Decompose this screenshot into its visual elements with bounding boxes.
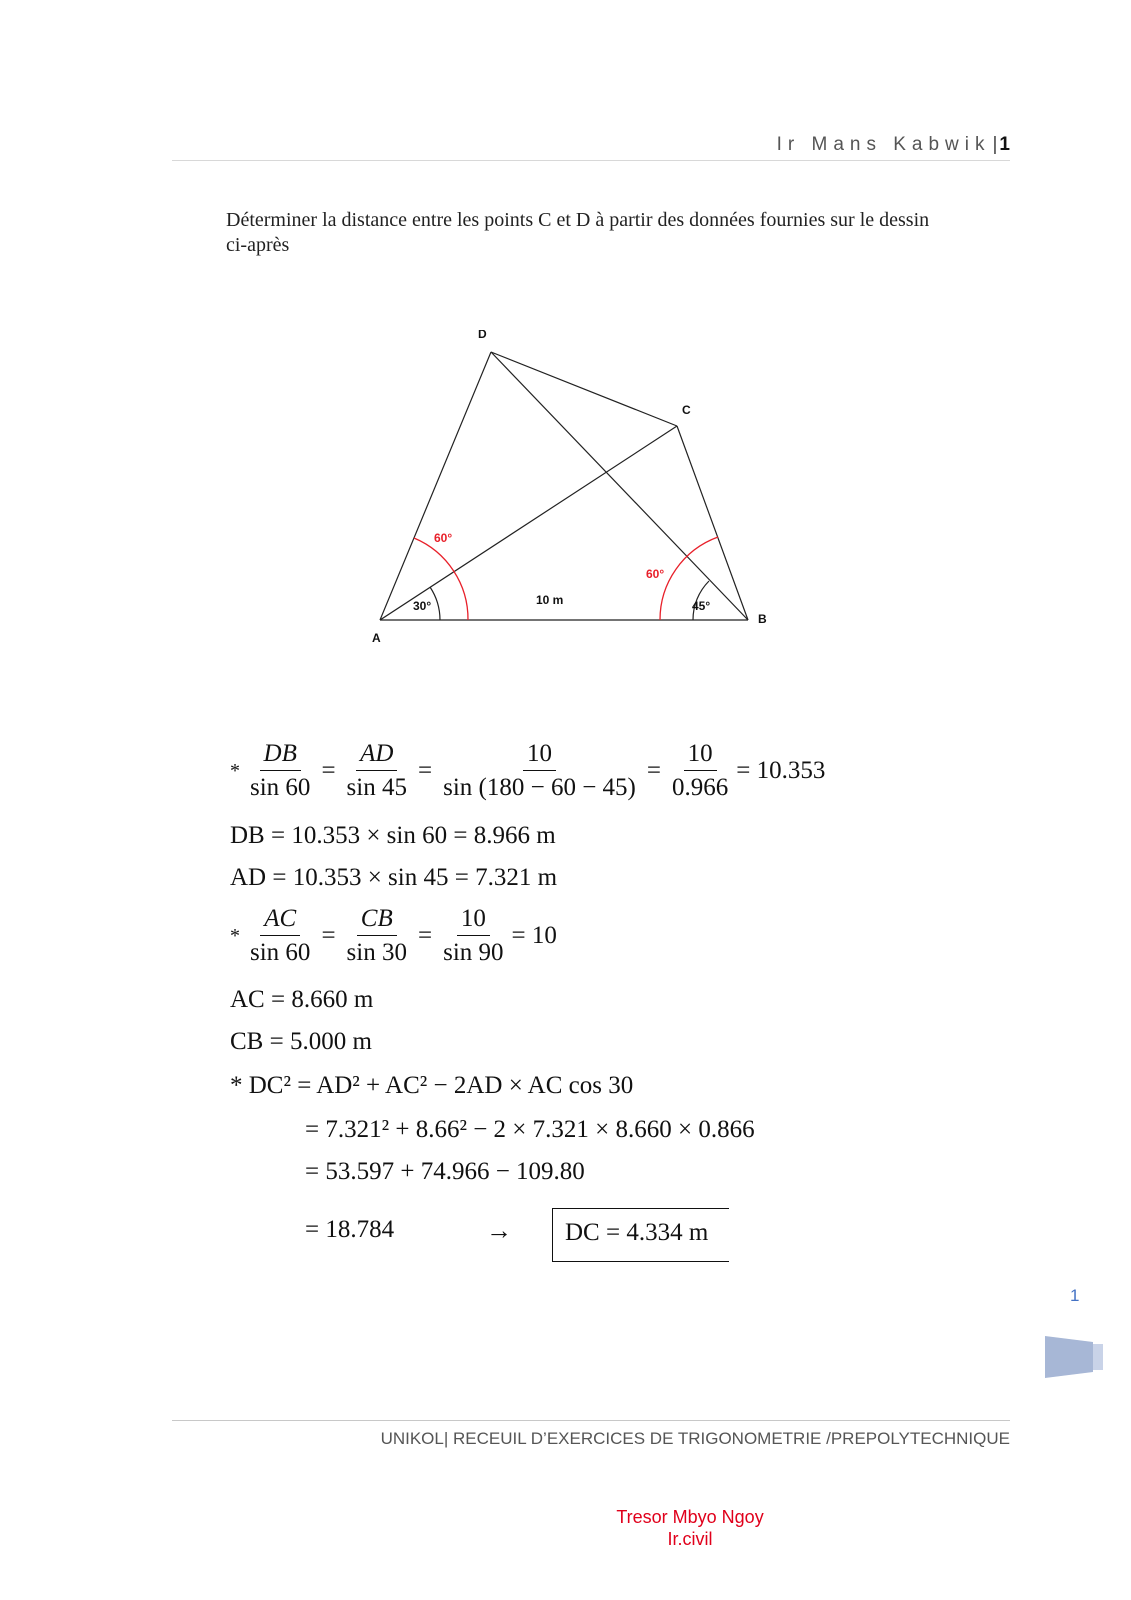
- segment-dc: [491, 352, 677, 426]
- fraction: $\frac{AD}{\sin 45}$: [346, 740, 407, 801]
- equation-result: = 10: [511, 922, 557, 949]
- fraction: $\frac{DB}{\sin 60}$: [250, 740, 311, 801]
- equation-ac: AC = 8.660 m: [230, 986, 374, 1013]
- final-result: DC = 4.334 m: [565, 1219, 709, 1246]
- fraction: $\frac{AC}{\sin 60}$: [250, 905, 311, 966]
- segment-bc: [677, 426, 748, 620]
- final-result-box: [552, 1208, 729, 1262]
- signature-block: [590, 1506, 790, 1550]
- exercise-prompt: Déterminer la distance entre les points C et D à partir des données fournies sur le dessin ci-après: [226, 209, 930, 256]
- point-label-c: C: [682, 403, 691, 417]
- page-header: [172, 134, 1010, 161]
- angle-label-a-outer: 60°: [434, 531, 453, 545]
- equation-value: = 18.784: [305, 1216, 395, 1243]
- header-page-number: 1: [999, 134, 1010, 155]
- fraction: $\frac{10}{0.966}$: [671, 740, 729, 801]
- side-page-number: 1: [1070, 1286, 1080, 1305]
- equation-cb: CB = 5.000 m: [230, 1028, 372, 1055]
- angle-label-b-outer: 60°: [646, 567, 665, 581]
- angle-label-b-inner: 45°: [692, 599, 711, 613]
- point-label-b: B: [758, 612, 767, 626]
- signature-name: Tresor Mbyo Ngoy: [616, 1507, 764, 1527]
- base-length-label: 10 m: [536, 593, 564, 607]
- segment-ad: [380, 352, 491, 620]
- triangle-figure: [370, 330, 790, 670]
- point-label-d: D: [478, 330, 487, 341]
- segment-ac: [380, 426, 677, 620]
- law-of-sines-triangle-abd: * $\frac{DB}{\sin 60}$ = $\frac{AD}{\sin 45}$ = $\frac{10}{\sin (180 - 60 - 45)}$ = $\frac{10}{0.966}$ = 10.353: [230, 740, 826, 801]
- page-tab-shape: [1045, 1336, 1105, 1378]
- angle-arc-a-inner: [430, 587, 440, 620]
- equation-ad: AD = 10.353 × sin 45 = 7.321 m: [230, 864, 558, 891]
- equation-law-of-cosines: * DC² = AD² + AC² − 2AD × AC cos 30: [230, 1072, 634, 1099]
- law-of-sines-triangle-abc: * $\frac{AC}{\sin 60}$ = $\frac{CB}{\sin 30}$ = $\frac{10}{\sin 90}$ = 10: [230, 905, 557, 966]
- signature-title: Ir.civil: [667, 1529, 713, 1549]
- fraction: $\frac{10}{\sin 90}$: [443, 905, 504, 966]
- fraction: $\frac{CB}{\sin 30}$: [346, 905, 407, 966]
- equation-db: DB = 10.353 × sin 60 = 8.966 m: [230, 822, 556, 849]
- header-separator: |: [992, 134, 998, 155]
- equation-substitution: = 7.321² + 8.66² − 2 × 7.321 × 8.660 × 0.866: [305, 1116, 755, 1143]
- fraction: $\frac{10}{\sin (180 - 60 - 45)}$: [443, 740, 636, 801]
- equation-result: = 10.353: [736, 757, 826, 784]
- point-label-a: A: [372, 631, 381, 645]
- segment-bd: [491, 352, 748, 620]
- page-footer: UNIKOL| RECEUIL D’EXERCICES DE TRIGONOMETRIE /PREPOLYTECHNIQUE: [172, 1420, 1010, 1449]
- arrow-symbol: →: [486, 1216, 512, 1245]
- equation-numeric: = 53.597 + 74.966 − 109.80: [305, 1158, 585, 1185]
- header-author: Ir Mans Kabwik: [776, 134, 991, 155]
- angle-label-a-inner: 30°: [413, 599, 432, 613]
